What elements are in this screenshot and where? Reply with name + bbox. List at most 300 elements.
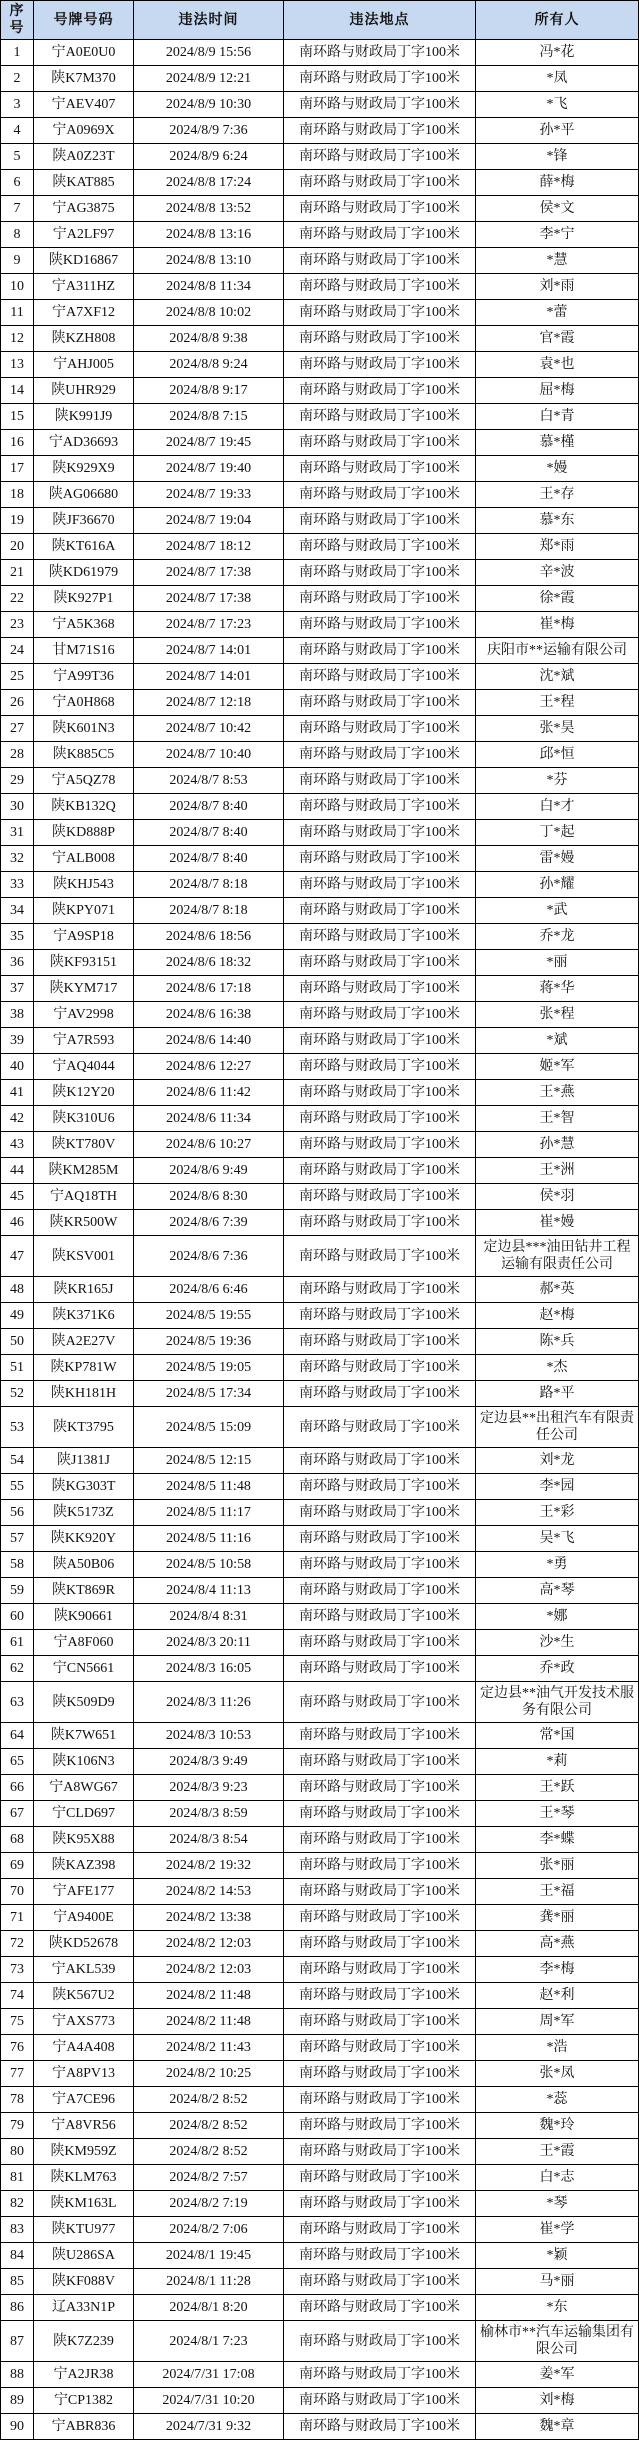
table-row — [1, 1355, 639, 1381]
owner-text: 薛*梅 — [539, 175, 575, 190]
cell-owner — [476, 2362, 639, 2388]
cell-plate — [34, 1630, 134, 1656]
seq-text: 12 — [10, 331, 24, 346]
place-text: 南环路与财政局丁字100米 — [299, 2300, 460, 2315]
place-text: 南环路与财政局丁字100米 — [299, 1033, 460, 1048]
place-text: 南环路与财政局丁字100米 — [299, 2222, 460, 2237]
cell-time — [134, 2321, 284, 2362]
owner-text: 邱*恒 — [539, 747, 575, 762]
table-row — [1, 2217, 639, 2243]
time-text: 2024/8/1 19:45 — [165, 2248, 252, 2263]
table-row — [1, 300, 639, 326]
cell-owner — [476, 2321, 639, 2362]
time-text: 2024/8/5 10:58 — [165, 1557, 252, 1572]
cell-seq — [1, 1132, 34, 1158]
cell-place — [284, 768, 476, 794]
plate-text: 陕KM163L — [50, 2196, 117, 2211]
table-row — [1, 352, 639, 378]
place-text: 南环路与财政局丁字100米 — [299, 591, 460, 606]
cell-time — [134, 1604, 284, 1630]
plate-text: 宁AD36693 — [48, 435, 119, 450]
owner-text: 王*智 — [539, 1111, 575, 1126]
cell-seq — [1, 2217, 34, 2243]
cell-place — [284, 352, 476, 378]
cell-plate — [34, 2061, 134, 2087]
owner-text: 刘*梅 — [539, 2393, 575, 2408]
cell-plate — [34, 2035, 134, 2061]
cell-time — [134, 2165, 284, 2191]
time-text: 2024/8/8 9:17 — [169, 383, 248, 398]
owner-text: 定边县***油田钻井工程运输有限责任公司 — [483, 1240, 631, 1272]
time-text: 2024/8/2 13:38 — [165, 1910, 252, 1925]
cell-seq — [1, 924, 34, 950]
cell-owner — [476, 92, 639, 118]
owner-text: 慕*槿 — [539, 435, 575, 450]
cell-owner — [476, 820, 639, 846]
cell-owner — [476, 2388, 639, 2414]
cell-plate — [34, 1158, 134, 1184]
time-text: 2024/8/6 7:39 — [169, 1215, 248, 1230]
cell-plate — [34, 1407, 134, 1448]
owner-text: *芬 — [546, 773, 568, 788]
table-row — [1, 2191, 639, 2217]
time-text: 2024/8/7 17:38 — [165, 565, 252, 580]
time-text: 2024/8/8 10:02 — [165, 305, 252, 320]
time-text: 2024/8/5 11:48 — [166, 1479, 251, 1494]
cell-owner — [476, 144, 639, 170]
cell-time — [134, 2414, 284, 2440]
cell-seq — [1, 872, 34, 898]
place-text: 南环路与财政局丁字100米 — [299, 773, 460, 788]
place-text: 南环路与财政局丁字100米 — [299, 1386, 460, 1401]
place-text: 南环路与财政局丁字100米 — [299, 2196, 460, 2211]
cell-plate — [34, 2414, 134, 2440]
place-text: 南环路与财政局丁字100米 — [299, 2170, 460, 2185]
cell-time — [134, 2139, 284, 2165]
cell-place — [284, 794, 476, 820]
cell-place — [284, 1054, 476, 1080]
owner-text: 吴*飞 — [539, 1531, 575, 1546]
seq-text: 17 — [10, 461, 24, 476]
table-row — [1, 1682, 639, 1723]
cell-time — [134, 586, 284, 612]
plate-text: 陕KP781W — [50, 1360, 117, 1375]
time-text: 2024/8/7 8:18 — [169, 903, 248, 918]
plate-text: 陕KM959Z — [50, 2144, 117, 2159]
cell-seq — [1, 456, 34, 482]
cell-seq — [1, 1381, 34, 1407]
place-text: 南环路与财政局丁字100米 — [299, 903, 460, 918]
owner-text: 官*霞 — [539, 331, 575, 346]
cell-owner — [476, 950, 639, 976]
place-text: 南环路与财政局丁字100米 — [299, 97, 460, 112]
time-text: 2024/8/1 7:23 — [169, 2333, 248, 2349]
cell-place — [284, 1578, 476, 1604]
cell-plate — [34, 378, 134, 404]
owner-text: 王*琴 — [539, 1806, 575, 1821]
cell-plate — [34, 612, 134, 638]
plate-text: 宁A0969X — [52, 123, 115, 138]
cell-owner — [476, 2061, 639, 2087]
header-place — [284, 1, 476, 40]
cell-plate — [34, 2113, 134, 2139]
place-text: 南环路与财政局丁字100米 — [299, 1308, 460, 1323]
cell-seq — [1, 92, 34, 118]
plate-text: 陕KLM763 — [50, 2170, 117, 2185]
place-text: 南环路与财政局丁字100米 — [299, 825, 460, 840]
seq-text: 19 — [10, 513, 24, 528]
place-text: 南环路与财政局丁字100米 — [299, 747, 460, 762]
cell-time — [134, 1983, 284, 2009]
seq-text: 56 — [10, 1505, 24, 1520]
cell-time — [134, 976, 284, 1002]
cell-place — [284, 1879, 476, 1905]
plate-text: 陕KM285M — [48, 1163, 119, 1178]
place-text: 南环路与财政局丁字100米 — [299, 2367, 460, 2382]
cell-owner — [476, 1474, 639, 1500]
cell-place — [284, 1329, 476, 1355]
cell-plate — [34, 820, 134, 846]
cell-seq — [1, 2362, 34, 2388]
cell-seq — [1, 1905, 34, 1931]
cell-time — [134, 1682, 284, 1723]
cell-plate — [34, 1381, 134, 1407]
cell-place — [284, 820, 476, 846]
cell-seq — [1, 1552, 34, 1578]
owner-text: *杰 — [546, 1360, 568, 1375]
table-row — [1, 1329, 639, 1355]
plate-text: 陕KSV001 — [51, 1248, 115, 1264]
cell-owner — [476, 1931, 639, 1957]
cell-seq — [1, 248, 34, 274]
cell-owner — [476, 1957, 639, 1983]
place-text: 南环路与财政局丁字100米 — [299, 305, 460, 320]
cell-seq — [1, 742, 34, 768]
place-text: 南环路与财政局丁字100米 — [299, 929, 460, 944]
time-text: 2024/8/3 20:11 — [166, 1635, 251, 1650]
time-text: 2024/8/5 15:09 — [165, 1419, 252, 1435]
seq-text: 18 — [10, 487, 24, 502]
cell-seq — [1, 1054, 34, 1080]
time-text: 2024/8/2 7:06 — [169, 2222, 248, 2237]
owner-text: *凤 — [546, 71, 568, 86]
seq-text: 44 — [10, 1163, 24, 1178]
cell-owner — [476, 1028, 639, 1054]
time-text: 2024/8/8 9:24 — [169, 357, 248, 372]
cell-place — [284, 560, 476, 586]
table-row — [1, 716, 639, 742]
place-text: 南环路与财政局丁字100米 — [299, 45, 460, 60]
place-text: 南环路与财政局丁字100米 — [299, 123, 460, 138]
cell-place — [284, 2269, 476, 2295]
cell-seq — [1, 2009, 34, 2035]
seq-text: 41 — [10, 1085, 24, 1100]
table-row — [1, 118, 639, 144]
cell-time — [134, 2061, 284, 2087]
plate-text: 陕A2E27V — [51, 1334, 116, 1349]
time-text: 2024/8/4 11:13 — [166, 1583, 251, 1598]
time-text: 2024/8/5 17:34 — [165, 1386, 252, 1401]
cell-place — [284, 170, 476, 196]
cell-time — [134, 456, 284, 482]
cell-seq — [1, 1604, 34, 1630]
time-text: 2024/8/7 12:18 — [165, 695, 252, 710]
header-plate-text: 号牌号码 — [53, 12, 114, 28]
cell-seq — [1, 300, 34, 326]
cell-plate — [34, 768, 134, 794]
time-text: 2024/8/7 10:40 — [165, 747, 252, 762]
cell-seq — [1, 1303, 34, 1329]
cell-time — [134, 2113, 284, 2139]
seq-text: 2 — [13, 71, 21, 86]
place-text: 南环路与财政局丁字100米 — [299, 1531, 460, 1546]
cell-time — [134, 768, 284, 794]
cell-owner — [476, 1604, 639, 1630]
place-text: 南环路与财政局丁字100米 — [299, 1884, 460, 1899]
seq-text: 33 — [10, 877, 24, 892]
table-row — [1, 1749, 639, 1775]
table-row — [1, 1448, 639, 1474]
cell-seq — [1, 1853, 34, 1879]
cell-place — [284, 2362, 476, 2388]
cell-seq — [1, 1630, 34, 1656]
place-text: 南环路与财政局丁字100米 — [299, 2248, 460, 2263]
cell-owner — [476, 352, 639, 378]
plate-text: 宁A8WG67 — [49, 1780, 118, 1795]
table-row — [1, 1277, 639, 1303]
place-text: 南环路与财政局丁字100米 — [299, 1780, 460, 1795]
cell-plate — [34, 40, 134, 66]
cell-owner — [476, 898, 639, 924]
cell-time — [134, 1210, 284, 1236]
seq-text: 85 — [10, 2274, 24, 2289]
plate-text: 陕A0Z23T — [52, 149, 115, 164]
table-row — [1, 1381, 639, 1407]
owner-text: 定边县**油气开发技术服务有限公司 — [480, 1686, 634, 1718]
cell-time — [134, 690, 284, 716]
place-text: 南环路与财政局丁字100米 — [299, 383, 460, 398]
owner-text: 慕*东 — [539, 513, 575, 528]
table-row — [1, 1879, 639, 1905]
cell-place — [284, 1080, 476, 1106]
place-text: 南环路与财政局丁字100米 — [299, 201, 460, 216]
cell-time — [134, 1474, 284, 1500]
cell-place — [284, 1749, 476, 1775]
plate-text: 陕K991J9 — [54, 409, 113, 424]
cell-time — [134, 846, 284, 872]
time-text: 2024/8/2 7:57 — [169, 2170, 248, 2185]
place-text: 南环路与财政局丁字100米 — [299, 513, 460, 528]
place-text: 南环路与财政局丁字100米 — [299, 1163, 460, 1178]
cell-place — [284, 508, 476, 534]
table-row — [1, 430, 639, 456]
plate-text: 陕A50B06 — [52, 1557, 115, 1572]
place-text: 南环路与财政局丁字100米 — [299, 2393, 460, 2408]
owner-text: *浩 — [546, 2040, 568, 2055]
cell-seq — [1, 1080, 34, 1106]
time-text: 2024/8/7 17:23 — [165, 617, 252, 632]
time-text: 2024/8/6 9:49 — [169, 1163, 248, 1178]
seq-text: 64 — [10, 1728, 24, 1743]
time-text: 2024/7/31 17:08 — [162, 2367, 255, 2382]
time-text: 2024/8/9 7:36 — [169, 123, 248, 138]
place-text: 南环路与财政局丁字100米 — [299, 1910, 460, 1925]
cell-time — [134, 40, 284, 66]
plate-text: 陕KYM717 — [49, 981, 118, 996]
time-text: 2024/8/2 8:52 — [169, 2144, 248, 2159]
cell-seq — [1, 1277, 34, 1303]
cell-plate — [34, 274, 134, 300]
place-text: 南环路与财政局丁字100米 — [299, 1282, 460, 1297]
cell-time — [134, 1381, 284, 1407]
table-row — [1, 846, 639, 872]
cell-seq — [1, 1474, 34, 1500]
header-owner-text: 所有人 — [534, 12, 580, 28]
plate-text: 陕K95X88 — [52, 1832, 115, 1847]
place-text: 南环路与财政局丁字100米 — [299, 695, 460, 710]
cell-seq — [1, 2035, 34, 2061]
cell-owner — [476, 586, 639, 612]
seq-text: 60 — [10, 1609, 24, 1624]
plate-text: 陕KR165J — [53, 1282, 114, 1297]
table-row — [1, 1723, 639, 1749]
cell-plate — [34, 898, 134, 924]
time-text: 2024/8/2 19:32 — [165, 1858, 252, 1873]
cell-owner — [476, 456, 639, 482]
table-header-row — [1, 1, 639, 40]
cell-seq — [1, 118, 34, 144]
cell-place — [284, 66, 476, 92]
place-text: 南环路与财政局丁字100米 — [299, 1661, 460, 1676]
owner-text: 王*燕 — [539, 1085, 575, 1100]
place-text: 南环路与财政局丁字100米 — [299, 1557, 460, 1572]
place-text: 南环路与财政局丁字100米 — [299, 2144, 460, 2159]
plate-text: 宁A2JR38 — [53, 2367, 114, 2382]
cell-place — [284, 1355, 476, 1381]
table-row — [1, 40, 639, 66]
cell-plate — [34, 1210, 134, 1236]
table-row — [1, 2362, 639, 2388]
seq-text: 50 — [10, 1334, 24, 1349]
owner-text: 李*梅 — [539, 1962, 575, 1977]
place-text: 南环路与财政局丁字100米 — [299, 1360, 460, 1375]
plate-text: 陕K12Y20 — [52, 1085, 115, 1100]
plate-text: 陕KZH808 — [51, 331, 116, 346]
cell-owner — [476, 1329, 639, 1355]
cell-place — [284, 1552, 476, 1578]
cell-place — [284, 664, 476, 690]
cell-plate — [34, 664, 134, 690]
seq-text: 1 — [13, 45, 21, 60]
cell-seq — [1, 794, 34, 820]
owner-text: 李*宁 — [539, 227, 575, 242]
owner-text: 沙*生 — [539, 1635, 575, 1650]
cell-plate — [34, 1132, 134, 1158]
cell-seq — [1, 1775, 34, 1801]
cell-seq — [1, 2191, 34, 2217]
seq-text: 27 — [10, 721, 24, 736]
cell-owner — [476, 1552, 639, 1578]
cell-plate — [34, 2243, 134, 2269]
cell-time — [134, 534, 284, 560]
place-text: 南环路与财政局丁字100米 — [299, 799, 460, 814]
place-text: 南环路与财政局丁字100米 — [299, 1137, 460, 1152]
owner-text: 张*昊 — [539, 721, 575, 736]
cell-owner — [476, 1184, 639, 1210]
table-row — [1, 1106, 639, 1132]
header-owner — [476, 1, 639, 40]
cell-plate — [34, 1827, 134, 1853]
cell-plate — [34, 794, 134, 820]
cell-time — [134, 1028, 284, 1054]
time-text: 2024/8/5 11:16 — [166, 1531, 251, 1546]
cell-time — [134, 196, 284, 222]
place-text: 南环路与财政局丁字100米 — [299, 2419, 460, 2434]
cell-time — [134, 2217, 284, 2243]
cell-plate — [34, 1028, 134, 1054]
cell-owner — [476, 1983, 639, 2009]
owner-text: *嫚 — [546, 461, 568, 476]
cell-time — [134, 170, 284, 196]
cell-plate — [34, 248, 134, 274]
owner-text: 姜*军 — [539, 2367, 575, 2382]
cell-owner — [476, 1879, 639, 1905]
header-seq — [1, 1, 34, 40]
cell-time — [134, 430, 284, 456]
seq-text: 6 — [13, 175, 21, 190]
header-place-text: 违法地点 — [349, 12, 410, 28]
cell-owner — [476, 768, 639, 794]
plate-text: 陕K106N3 — [52, 1754, 115, 1769]
time-text: 2024/8/3 9:23 — [169, 1780, 248, 1795]
table-row — [1, 924, 639, 950]
table-row — [1, 950, 639, 976]
table-row — [1, 1931, 639, 1957]
seq-text: 69 — [10, 1858, 24, 1873]
plate-text: 陕U286SA — [51, 2248, 115, 2263]
table-row — [1, 1002, 639, 1028]
cell-seq — [1, 508, 34, 534]
seq-text: 47 — [10, 1248, 24, 1264]
cell-plate — [34, 1775, 134, 1801]
owner-text: 赵*梅 — [539, 1308, 575, 1323]
cell-place — [284, 976, 476, 1002]
cell-place — [284, 2217, 476, 2243]
seq-text: 48 — [10, 1282, 24, 1297]
cell-seq — [1, 1526, 34, 1552]
cell-owner — [476, 1749, 639, 1775]
plate-text: 陕KHJ543 — [53, 877, 114, 892]
owner-text: 郑*雨 — [539, 539, 575, 554]
cell-time — [134, 1158, 284, 1184]
cell-place — [284, 1931, 476, 1957]
cell-place — [284, 534, 476, 560]
owner-text: *娜 — [546, 1609, 568, 1624]
cell-time — [134, 716, 284, 742]
owner-text: 白*志 — [539, 2170, 575, 2185]
cell-place — [284, 1983, 476, 2009]
table-row — [1, 690, 639, 716]
cell-place — [284, 924, 476, 950]
cell-owner — [476, 40, 639, 66]
cell-seq — [1, 2139, 34, 2165]
place-text: 南环路与财政局丁字100米 — [299, 149, 460, 164]
place-text: 南环路与财政局丁字100米 — [299, 2040, 460, 2055]
table-row — [1, 2414, 639, 2440]
cell-owner — [476, 196, 639, 222]
cell-time — [134, 1355, 284, 1381]
cell-time — [134, 742, 284, 768]
